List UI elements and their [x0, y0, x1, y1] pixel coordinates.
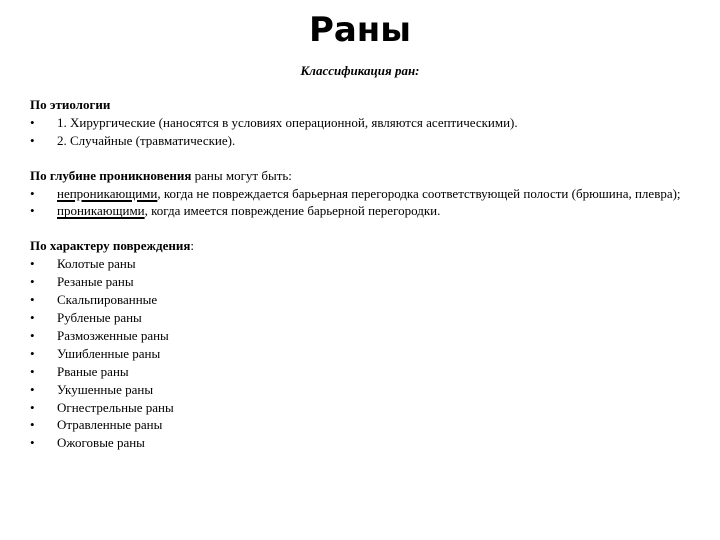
underlined-term: непроникающими	[57, 185, 158, 201]
list-item: • Размозженные раны	[30, 327, 690, 345]
etiology-list	[30, 114, 690, 150]
list-item: • 1. Хирургические (наносятся в условиях операционной, являются асептическими).	[30, 114, 690, 132]
list-item: • Рваные раны	[30, 363, 690, 381]
list-item: • 2. Случайные (травматические).	[30, 132, 690, 150]
section-etiology	[30, 96, 690, 150]
slide-content	[30, 62, 690, 469]
heading-bold-part: По глубине проникновения	[30, 167, 192, 183]
list-item: • Рубленые раны	[30, 309, 690, 327]
list-item: • Укушенные раны	[30, 381, 690, 399]
section-heading-etiology: По этиологии	[30, 96, 111, 112]
list-item: • Резаные раны	[30, 273, 690, 291]
section-damage	[30, 237, 690, 452]
heading-rest-part: :	[190, 238, 194, 254]
heading-rest-part: раны могут быть:	[191, 167, 292, 183]
list-item	[30, 185, 690, 203]
depth-list	[30, 185, 690, 221]
damage-list	[30, 255, 690, 452]
underlined-term: проникающими	[57, 203, 145, 219]
heading-bold-part: По характеру повреждения	[30, 238, 191, 254]
list-item: • Скальпированные	[30, 291, 690, 309]
slide-title: Раны	[308, 10, 412, 50]
list-item: • Колотые раны	[30, 255, 690, 273]
list-item	[30, 202, 690, 220]
list-item: • Отравленные раны	[30, 416, 690, 434]
list-item: • Ушибленные раны	[30, 345, 690, 363]
section-depth	[30, 167, 690, 221]
term-description: , когда имеется повреждение барьерной перегородки.	[144, 203, 441, 219]
section-heading-damage	[30, 237, 690, 255]
classification-subtitle: Классификация ран:	[300, 63, 420, 78]
list-item: • Ожоговые раны	[30, 434, 690, 452]
section-heading-depth	[30, 167, 690, 185]
list-item: • Огнестрельные раны	[30, 399, 690, 417]
term-description: , когда не повреждается барьерная перегородка соответствующей полости (брюшина, плевра);	[157, 185, 681, 201]
